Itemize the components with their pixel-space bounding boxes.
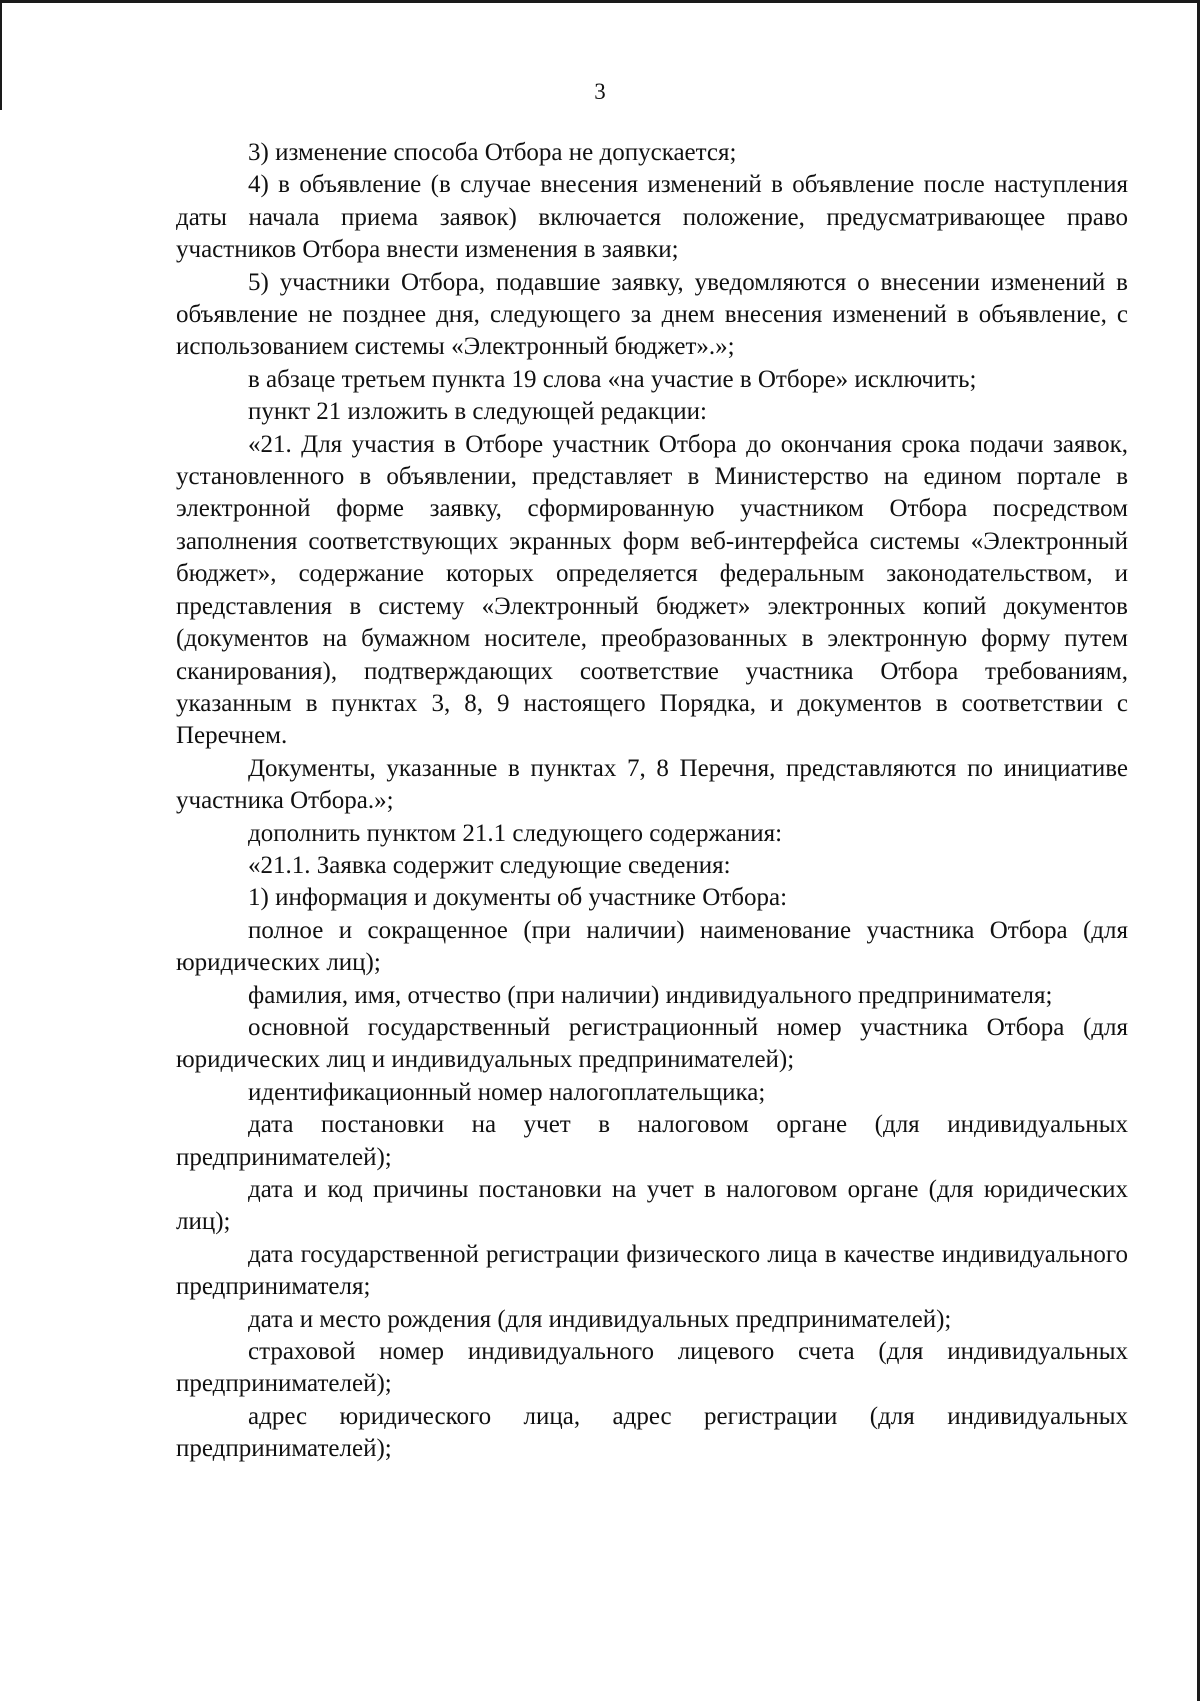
paragraph-15: дата постановки на учет в налоговом органе (для индивидуальных предпринимателей); (176, 1111, 1128, 1171)
paragraph-19: страховой номер индивидуального лицевого счета (для индивидуальных предпринимателей); (176, 1338, 1128, 1398)
paragraph-5: пункт 21 изложить в следующей редакции: (248, 398, 707, 426)
paragraph-6: «21. Для участия в Отборе участник Отбора до окончания срока подачи заявок, установленного в объявлении, представляет в Министерство на едином портале в электронной форме заявку, сформированную участником Отбора посредством заполнения соответствующих экранных форм веб-интерфейса системы «Электронный бюджет», содержание которых определяется федеральным законодательством, и представления в систему «Электронный бюджет» электронных копий документов (документов на бумажном носителе, преобразованных в электронную форму путем сканирования), подтверждающих соответствие участника Отбора требованиям, указанным в пунктах 3, 8, 9 настоящего Порядка, и документов в соответствии с Перечнем. (176, 430, 1128, 750)
paragraph-14: идентификационный номер налогоплательщика; (248, 1078, 766, 1106)
paragraph-20: адрес юридического лица, адрес регистрации (для индивидуальных предпринимателей); (176, 1402, 1128, 1463)
paragraph-10: 1) информация и документы об участнике Отбора: (248, 884, 788, 912)
paragraph-1: 3) изменение способа Отбора не допускается; (248, 139, 737, 166)
paragraph-4: в абзаце третьем пункта 19 слова «на участие в Отборе» исключить; (248, 365, 977, 393)
paragraph-11: полное и сокращенное (при наличии) наименование участника Отбора (для юридических лиц); (176, 916, 1128, 977)
page-number: 3 (594, 79, 606, 104)
scan-edge-top (0, 0, 1200, 3)
paragraph-16: дата и код причины постановки на учет в налоговом органе (для юридических лиц); (176, 1176, 1128, 1236)
paragraph-3: 5) участники Отбора, подавшие заявку, уведомляются о внесении изменений в объявление не позднее дня, следующего за днем внесения изменений в объявление, с использованием системы «Электронный бюджет».»; (176, 268, 1128, 361)
paragraph-8: дополнить пунктом 21.1 следующего содержания: (248, 819, 783, 847)
paragraph-12: фамилия, имя, отчество (при наличии) индивидуального предпринимателя; (248, 981, 1053, 1009)
paragraph-18: дата и место рождения (для индивидуальных предпринимателей); (248, 1305, 952, 1333)
paragraph-13: основной государственный регистрационный номер участника Отбора (для юридических лиц и индивидуальных предпринимателей); (176, 1013, 1128, 1074)
paragraph-7: Документы, указанные в пунктах 7, 8 Перечня, представляются по инициативе участника Отбора.»; (176, 754, 1128, 815)
paragraph-17: дата государственной регистрации физического лица в качестве индивидуального предпринимателя; (176, 1240, 1128, 1301)
paragraph-2: 4) в объявление (в случае внесения изменений в объявление после наступления даты начала приема заявок) включается положение, предусматривающее право участников Отбора внести изменения в заявки; (176, 171, 1128, 264)
document-body (176, 137, 1128, 1466)
paragraph-9: «21.1. Заявка содержит следующие сведения: (248, 851, 731, 879)
